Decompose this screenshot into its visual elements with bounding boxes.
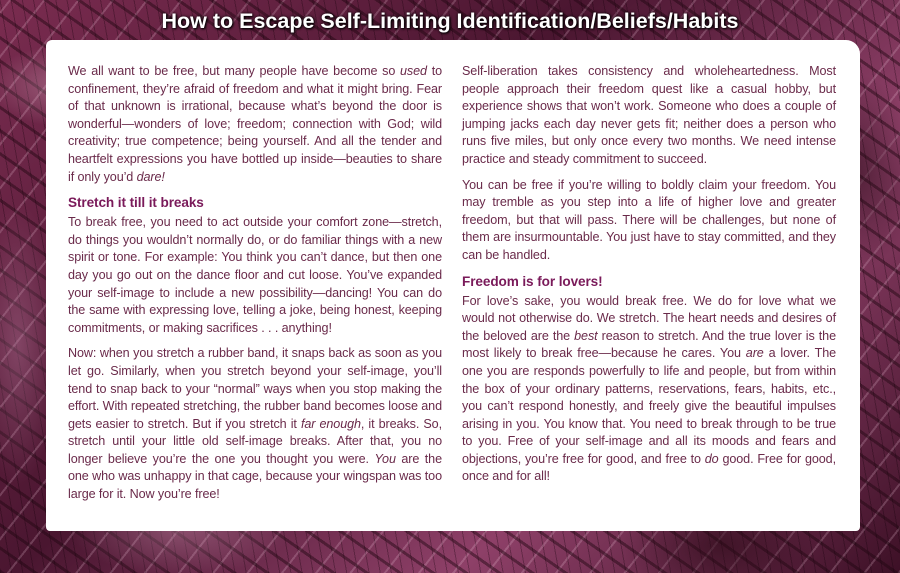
- section-heading-lovers: Freedom is for lovers!: [462, 273, 603, 289]
- right-column: [462, 63, 836, 494]
- page-title: How to Escape Self-Limiting Identification/Beliefs/Habits: [161, 9, 739, 33]
- article-panel: [46, 40, 860, 531]
- rubber-band-paragraph: Now: when you stretch a rubber band, it snaps back as soon as you let go. Similarly, when you stretch beyond your self-image, you’ll tend to snap back to your “normal” ways when you stop making the effort. With repeated stretching, the rubber band becomes loose and gets easier to stretch. But if you stretch it far enough, it breaks. So, stretch until your little old self-image breaks. After that, you no longer believe you’re the one you thought you were. You are the one who was unhappy in that cage, because your wingspan was too large for it. Now you’re free!: [68, 346, 442, 502]
- claim-freedom-paragraph: You can be free if you’re willing to boldly claim your freedom. You may tremble as you step into a life of higher love and greater freedom, but that will pass. There will be challenges, but none of them are insurmountable. You just have to stay committed, and they can be handled.: [462, 177, 836, 262]
- section-heading-stretch: Stretch it till it breaks: [68, 195, 204, 211]
- intro-paragraph: We all want to be free, but many people have become so used to confinement, they’re afraid of freedom and what it might bring. Fear of that unknown is irrational, because what’s beyond the door is wonderful—wonders of love; freedom; connection with God; wild creativity; true competence; being yourself. And all the tender and heartfelt expressions you have bottled up inside—beauties to share if only you’d dare!: [68, 64, 442, 184]
- left-column: [68, 63, 442, 512]
- stretch-paragraph: To break free, you need to act outside your comfort zone—stretch, do things you wouldn’t normally do, or do familiar things with a new spirit or tone. For example: You think you can’t dance, but then one day you go out on the dance floor and cut loose. You’ve expanded your self-image to include a new possibility—dancing! You can do the same with expressing love, telling a joke, being honest, keeping commitments, or making sacrifices . . . anything!: [68, 215, 442, 335]
- self-liberation-paragraph: Self-liberation takes consistency and wholeheartedness. Most people approach their freedom quest like a casual hobby, but experience shows that won’t work. Someone who does a couple of jumping jacks each day never gets fit; neither does a person who runs five miles, but only once every two months. We need intense practice and steady commitment to succeed.: [462, 64, 836, 166]
- lovers-paragraph: For love’s sake, you would break free. We do for love what we would not otherwise do. We stretch. The heart needs and desires of the beloved are the best reason to stretch. And the true lover is the most likely to break free—because he cares. You are a lover. The one you are responds powerfully to life and people, but from within the box of your ordinary patterns, reservations, fears, habits, etc., you can’t respond honestly, and freely give the beautiful impulses arising in you. You know that. You need to break through to be true to you. Free of your self-image and all its moods and fears and objections, you’re free for good, and free to do good. Free for good, once and for all!: [462, 293, 837, 484]
